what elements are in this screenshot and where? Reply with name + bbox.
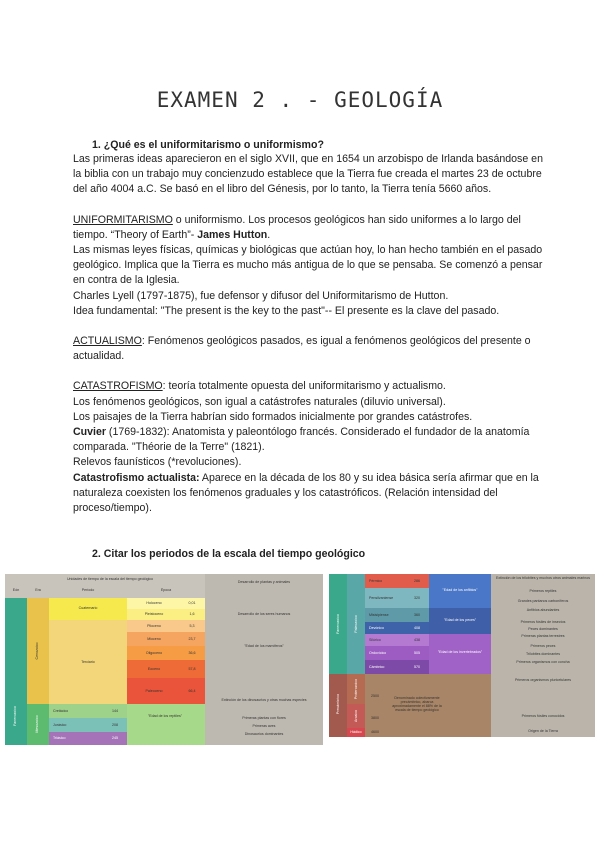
right-event-8: Trilobites dominantes [525, 652, 561, 656]
event-primeras-aves: Primeras aves [252, 724, 276, 728]
uniformitarismo-p2: Las mismas leyes físicas, químicas y biológicas que actúan hoy, lo han hecho también en el pasado geológico. Implica que la Tierra es mucho más antigua de lo que se pensaba. Se comenzó a pensar en contra de la Iglesia. [73, 244, 543, 287]
catastrofismo-actualista-paragraph [73, 471, 543, 517]
right-era-paleozoico: Paleozoico [354, 615, 358, 633]
age-jurasico: 208 [112, 723, 118, 727]
right-period-permico: Pérmico [369, 579, 383, 583]
uniformitarismo-p4: Idea fundamental: "The present is the key to the past"-- El presente es la clave del pasado. [73, 304, 500, 317]
right-period-ordovicico: Ordovícico [369, 651, 387, 655]
age-reptiles-label: "Edad de los reptiles" [147, 714, 183, 718]
period-triasico: Triásico [53, 736, 66, 740]
page-title: EXAMEN 2 . - GEOLOGÍA [156, 88, 444, 113]
cuvier-name: Cuvier [73, 426, 106, 439]
right-era-arcaico: Arcaico [354, 710, 358, 722]
right-misisipiense-age: 360 [414, 613, 420, 617]
uniformitarismo-term: UNIFORMITARISMO [73, 213, 173, 226]
epoch-paleoceno-age: 66,4 [188, 689, 196, 693]
right-event-6: Primeras plantas terrestres [521, 634, 565, 638]
right-period-silurico: Silúrico [369, 638, 381, 642]
epoch-holoceno-age: 0,01 [188, 601, 196, 605]
hutton-name: James Hutton [197, 228, 268, 241]
age-cretacico: 144 [112, 709, 118, 713]
uniformitarismo-p3: Charles Lyell (1797-1875), fue defensor y difusor del Uniformitarismo de Hutton. [73, 289, 449, 302]
uniformitarismo-paragraph [73, 213, 543, 243]
catastrofismo-p3: Los paisajes de la Tierra habrían sido formados inicialmente por grandes catástrofes. [73, 410, 473, 423]
header-eon: Eón [12, 588, 20, 592]
right-age-2500: 2500 [371, 694, 379, 698]
header-period: Período [81, 588, 95, 592]
geologic-time-table-right [329, 574, 595, 737]
actualismo-text: : Fenómenos geológicos pasados, es igual a fenómenos geológicos del presente o actualidad. [73, 335, 531, 363]
epoch-mioceno-age: 23,7 [188, 637, 196, 641]
epoch-oligoceno-age: 36,6 [188, 651, 196, 655]
right-permico-age: 286 [414, 579, 420, 583]
period-cretacico: Cretácico [53, 709, 69, 713]
cuvier-text: (1769-1832): Anatomista y paleontólogo francés. Considerado el fundador de la anatomía comparada. "Théorie de la Terre" (1821). [73, 426, 530, 454]
catastrofismo-actualista-text: Aparece en la década de los 80 y su idea básica sería afirmar que en la naturaleza coexisten los fenómenos graduales y los catastróficos. (Relación intensidad del proceso/tiempo). [73, 471, 539, 515]
header-development: Desarrollo de plantas y animales [237, 580, 291, 584]
right-period-devonico: Devónico [369, 626, 384, 630]
right-event-7: Primeros peces [530, 644, 556, 648]
right-pensilvaniense-age: 320 [414, 596, 420, 600]
event-plantas-flores: Primeras plantas con flores [242, 716, 286, 720]
right-devonico-age: 408 [414, 626, 420, 630]
epoch-holoceno: Holoceno [146, 601, 162, 605]
intro-paragraph: Las primeras ideas aparecieron en el siglo XVII, que en 1654 un arzobispo de Irlanda basándose en la biblia con un trabajo muy concienzudo establece que la Tierra fue creada el martes 23 de octubre del año 4004 a.C. Se basó en el libro del Génesis, por lo tanto, la Tierra tenía 5660 años. [73, 153, 543, 196]
right-event-pluricelulares: Primeros organismos pluricelulares [514, 678, 572, 682]
right-event-5: Peces dominantes [528, 627, 558, 631]
right-eon-fanerozoico: Fanerozoico [336, 614, 340, 634]
uniformitarismo-text: o uniformismo. Los procesos geológicos han sido uniformes a lo largo del tiempo. “Theory of Earth”- [73, 213, 521, 241]
period-cuaternario: Cuaternario [78, 606, 98, 610]
right-event-0: Extinción de los trilobites y muchos otros animales marinos [495, 576, 591, 580]
event-extincion-dinosaurios: Extinción de los dinosaurios y otras muchas especies [221, 698, 307, 702]
right-period-misisipiense: Misisipiense [369, 613, 389, 617]
relevos-paragraph: Relevos faunísticos (*revoluciones). [73, 456, 242, 469]
epoch-eoceno-age: 57,8 [188, 667, 196, 671]
right-event-fosiles: Primeros fósiles conocidos [521, 714, 565, 718]
event-mamiferos: "Edad de los mamíferos" [244, 644, 284, 648]
right-ordovicico-age: 505 [414, 651, 420, 655]
actualismo-term: ACTUALISMO [73, 335, 142, 348]
right-era-proterozoico: Proterozoico [354, 678, 358, 700]
actualismo-paragraph [73, 334, 543, 364]
epoch-plioceno: Plioceno [147, 624, 161, 628]
right-cambrico-age: 570 [414, 665, 420, 669]
catastrofismo-text: : teoría totalmente opuesta del uniformitarismo y actualismo. [162, 380, 446, 393]
catastrofismo-paragraph [73, 379, 543, 394]
right-silurico-age: 438 [414, 638, 420, 642]
header-era: Era [35, 588, 41, 592]
epoch-mioceno: Mioceno [147, 637, 161, 641]
question-1-heading: 1. ¿Qué es el uniformitarismo o uniformismo? [92, 139, 324, 151]
table-left-caption: Unidades de tiempo de la escala del tiempo geológico [66, 577, 154, 581]
right-age-anfibios: "Edad de los anfibios" [442, 588, 478, 592]
epoch-pleistoceno: Pleistoceno [144, 612, 164, 616]
right-era-hadico: Hádico [350, 730, 362, 734]
catastrofismo-p2: Los fenómenos geológicos, son igual a catástrofes naturales (diluvio universal). [73, 395, 446, 408]
right-age-peces: "Edad de los peces" [443, 618, 477, 622]
right-event-3: Anfibios abundantes [526, 608, 560, 612]
right-event-origen-tierra: Origen de la Tierra [528, 729, 558, 733]
geologic-time-table-left [5, 574, 323, 745]
cuvier-paragraph [73, 425, 543, 455]
right-event-9: Primeros organismos con concha [516, 660, 570, 664]
epoch-paleoceno: Paleoceno [145, 689, 163, 693]
right-event-2: Grandes pantanos carboníferos [517, 599, 569, 603]
epoch-plioceno-age: 5,3 [189, 624, 195, 628]
age-triasico: 245 [112, 736, 118, 740]
question-2-heading: 2. Citar los periodos de la escala del tiempo geológico [92, 548, 366, 560]
right-eon-precambrico: Precámbrico [336, 693, 340, 715]
header-epoch: Época [160, 588, 172, 592]
right-period-cambrico: Cámbrico [369, 665, 385, 669]
right-age-3800: 3800 [371, 716, 379, 720]
era-mesozoico: Mesozoico [35, 715, 39, 733]
uniformitarismo-end: . [267, 228, 271, 241]
event-dinosaurios: Dinosaurios dominantes [244, 732, 284, 736]
catastrofismo-term: CATASTROFISMO [73, 380, 163, 393]
period-terciario: Terciario [81, 660, 95, 664]
catastrofismo-actualista-term: Catastrofismo actualista: [73, 471, 200, 484]
epoch-eoceno: Eoceno [147, 667, 161, 671]
right-period-pensilvaniense: Pensilvaniense [369, 596, 394, 600]
event-humanos: Desarrollo de los seres humanos [237, 612, 291, 616]
right-event-1: Primeros reptiles [529, 589, 557, 593]
right-age-invertebrados: "Edad de los invertebrados" [437, 650, 483, 654]
period-jurasico: Jurásico [53, 723, 67, 727]
right-event-4: Primeros fósiles de insectos [520, 620, 566, 624]
question-1-body [73, 152, 543, 516]
epoch-pleistoceno-age: 1,6 [189, 612, 195, 616]
right-precambrian-note: Denominado colectivamente precámbrico, abarca aproximadamente el 88% de la escala de tiempo geológico [392, 696, 442, 712]
era-cenozoico: Cenozoico [35, 642, 39, 660]
eon-fanerozoico: Fanerozoico [13, 706, 17, 726]
epoch-oligoceno: Oligoceno [145, 651, 163, 655]
right-age-4600: 4600 [371, 730, 379, 734]
